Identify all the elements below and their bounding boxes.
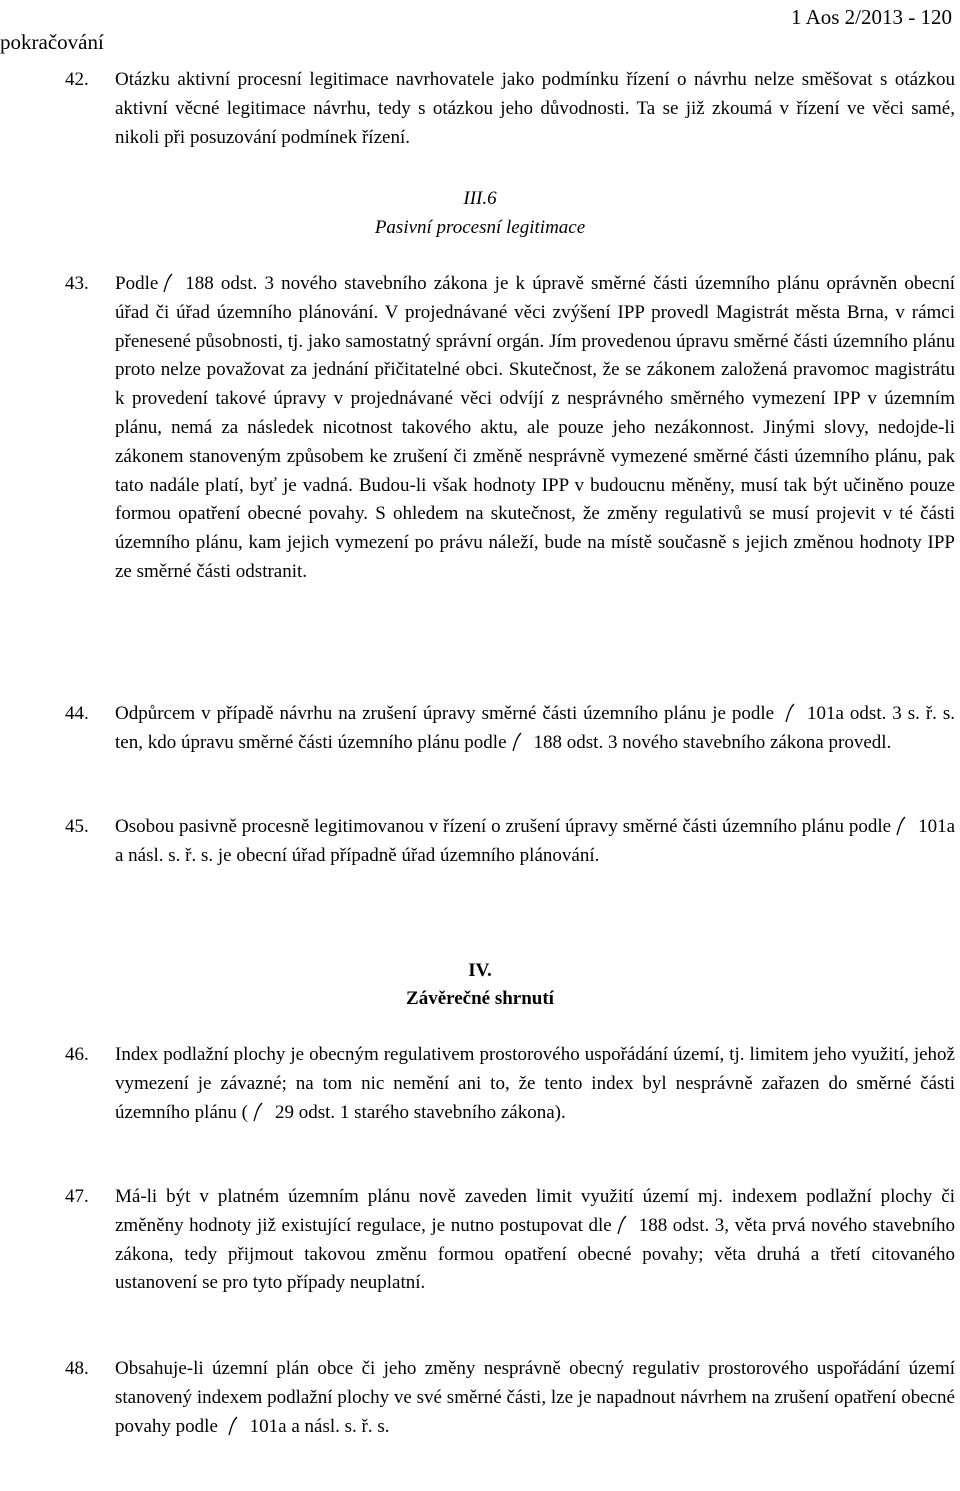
- paragraph-number: 43.: [65, 273, 89, 294]
- paragraph-text: Má-li být v platném územním plánu nově zaveden limit využití území mj. indexem podlažní plochy či změněny hodnoty již existující regulace, je nutno postupovat dle 188 odst. 3, věta prvá nového stavebního zákona, tedy přijmout takovou změnu formou opatření obecné povahy; věta druhá a třetí citovaného ustanovení se pro tyto případy neuplatní.: [115, 1186, 955, 1294]
- paragraph-text: Otázku aktivní procesní legitimace navrhovatele jako podmínku řízení o návrhu nelze směšovat s otázkou aktivní věcné legitimace návrhu, tedy s otázkou jeho důvodnosti. Ta se již zkoumá v řízení ve věci samé, nikoli při posuzování podmínek řízení.: [115, 69, 955, 148]
- paragraph-text: Podle 188 odst. 3 nového stavebního zákona je k úpravě směrné části územního plánu oprávněn obecní úřad či úřad územního plánování. V projednávané věci zvýšení IPP provedl Magistrát města Brna, v rámci přenesené působnosti, tj. jako samostatný správní orgán. Jím provedenou úpravu směrné části územního plánu proto nelze považovat za jednání přičitatelné obci. Skutečnost, že se zákonem založená pravomoc magistrátu k provedení takové úpravy v projednávané věci odvíjí z nesprávného směrného vymezení IPP v územním plánu, nemá za následek nicotnost takového aktu, ale pouze jeho nezákonnost. Jinými slovy, nedojde-li zákonem stanoveným způsobem ke zrušení či změně nesprávně vymezené směrné části územního plánu, pak tato nadále platí, byť je vadná. Budou-li však hodnoty IPP v budoucnu měněny, musí tak být učiněno pouze formou opatření obecné povahy. S ohledem na skutečnost, že změny regulativů se musí projevit v té části územního plánu, kam jejich vymezení po právu náleží, bude na místě současně s jejich změnou hodnoty IPP ze směrné části odstranit.: [115, 273, 955, 582]
- paragraph-text: Obsahuje-li územní plán obce či jeho změny nesprávně obecný regulativ prostorového uspořádání území stanovený indexem podlažní plochy ve své směrné části, lze je napadnout návrhem na zrušení opatření obecné povahy podle 101a a násl. s. ř. s.: [115, 1358, 955, 1437]
- section-title: Pasivní procesní legitimace: [374, 217, 586, 238]
- section-sign-icon: [162, 273, 176, 291]
- section-sign-icon: [227, 1416, 241, 1434]
- paragraph-42: [65, 66, 955, 152]
- section-sign-icon: [784, 703, 798, 721]
- paragraph-text: Odpůrcem v případě návrhu na zrušení úpravy směrné části územního plánu je podle 101a odst. 3 s. ř. s. ten, kdo úpravu směrné části územního plánu podle 188 odst. 3 nového stavebního zákona provedl.: [115, 703, 955, 753]
- paragraph-48: [65, 1355, 955, 1441]
- paragraph-46: [65, 1041, 955, 1127]
- paragraph-43: [65, 270, 955, 587]
- paragraph-number: 44.: [65, 703, 89, 724]
- paragraph-number: 45.: [65, 816, 89, 837]
- section-sign-icon: [511, 732, 525, 750]
- section-sign-icon: [252, 1102, 266, 1120]
- paragraph-number: 42.: [65, 69, 89, 90]
- paragraph-number: 48.: [65, 1358, 89, 1379]
- section-sign-icon: [895, 816, 909, 834]
- paragraph-47: [65, 1183, 955, 1298]
- paragraph-45: [65, 813, 955, 871]
- paragraph-number: 47.: [65, 1186, 89, 1207]
- paragraph-number: 46.: [65, 1044, 89, 1065]
- section-sign-icon: [616, 1215, 630, 1233]
- paragraph-text: Osobou pasivně procesně legitimovanou v řízení o zrušení úpravy směrné části územního plánu podle 101a a násl. s. ř. s. je obecní úřad případně úřad územního plánování.: [115, 816, 955, 866]
- section-title: Závěrečné shrnutí: [406, 988, 554, 1009]
- case-number: 1 Aos 2/2013 - 120: [790, 5, 952, 29]
- page-header-continuation: pokračování: [0, 30, 104, 54]
- section-number: III.6: [463, 188, 497, 209]
- section-number: IV.: [468, 960, 492, 981]
- paragraph-44: [65, 700, 955, 758]
- paragraph-text: Index podlažní plochy je obecným regulativem prostorového uspořádání území, tj. limitem jeho využití, jehož vymezení je závazné; na tom nic nemění ani to, že tento index byl nesprávně zařazen do směrné části územního plánu ( 29 odst. 1 starého stavebního zákona).: [115, 1044, 955, 1123]
